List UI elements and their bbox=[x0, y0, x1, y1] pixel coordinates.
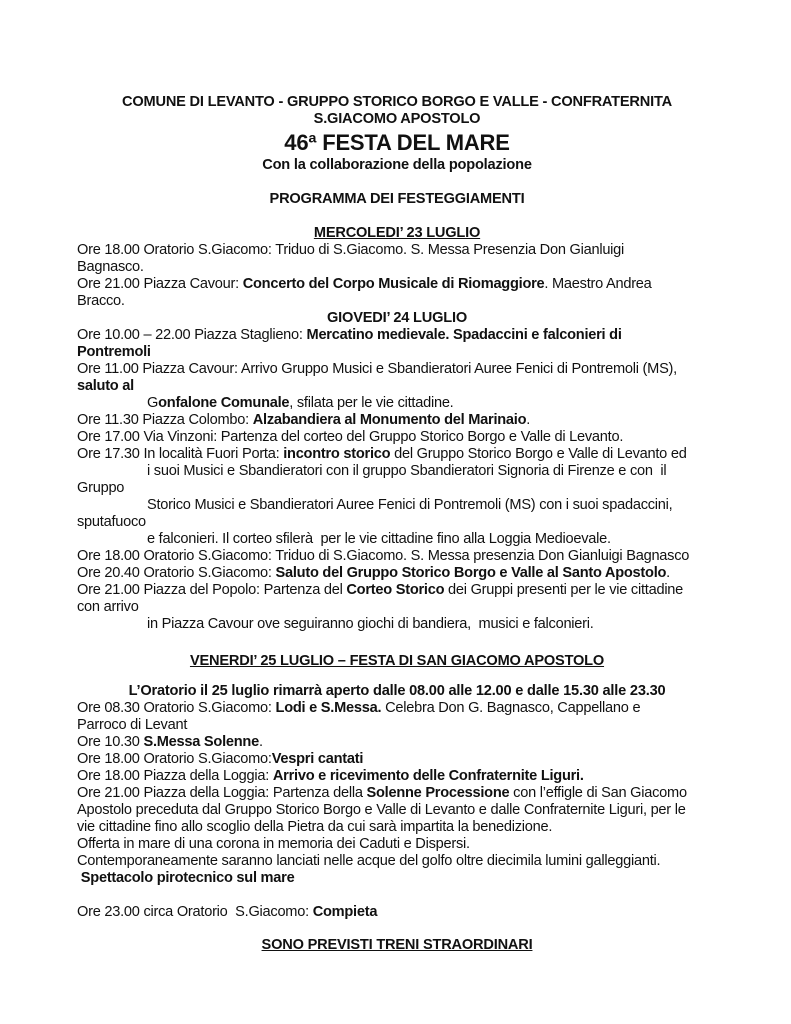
bold-text: incontro storico bbox=[283, 446, 391, 462]
program-line bbox=[77, 751, 717, 768]
bold-text: onfalone Comunale bbox=[158, 395, 290, 411]
program-line bbox=[77, 531, 717, 548]
program-line bbox=[77, 616, 717, 633]
bold-text: Concerto del Corpo Musicale di Riomaggiore bbox=[242, 276, 545, 292]
bold-text: Arrivo e ricevimento delle Confraternite Liguri. bbox=[272, 768, 584, 784]
program-line bbox=[77, 361, 717, 378]
text: vie cittadine fino allo scoglio della Pietra da cui sarà impartita la benedizione. bbox=[77, 819, 553, 835]
program-line bbox=[77, 293, 717, 310]
program-line bbox=[77, 565, 717, 582]
text: . Maestro Andrea bbox=[544, 276, 652, 292]
bold-text: Lodi e S.Messa. bbox=[275, 700, 382, 716]
text: G bbox=[147, 395, 159, 411]
bold-text: Vespri cantati bbox=[271, 751, 364, 767]
text: i suoi Musici e Sbandieratori con il gruppo Sbandieratori Signoria di Firenze e con il bbox=[147, 463, 667, 479]
program-line bbox=[77, 242, 717, 259]
text: in Piazza Cavour ove seguiranno giochi di bandiera, musici e falconieri. bbox=[147, 616, 594, 632]
section-heading: VENERDI’ 25 LUGLIO – FESTA DI SAN GIACOMO APOSTOLO bbox=[189, 653, 605, 669]
subtitle: Con la collaborazione della popolazione bbox=[262, 157, 532, 173]
program-line bbox=[77, 582, 717, 599]
text: Storico Musici e Sbandieratori Auree Fenici di Pontremoli (MS) con i suoi spadaccini, bbox=[147, 497, 673, 513]
program-line bbox=[77, 344, 717, 361]
text: Ore 18.00 Oratorio S.Giacomo: Triduo di S.Giacomo. S. Messa presenzia Don Gianluigi Bagnasco bbox=[77, 548, 690, 564]
bold-text: Alzabandiera al Monumento del Marinaio bbox=[252, 412, 527, 428]
text: Contemporaneamente saranno lanciati nelle acque del golfo oltre diecimila lumini galleggianti. bbox=[77, 853, 661, 869]
program-line bbox=[77, 819, 717, 836]
text: Ore 23.00 circa Oratorio S.Giacomo: bbox=[77, 904, 313, 920]
header-organizers: COMUNE DI LEVANTO - GRUPPO STORICO BORGO E VALLE - CONFRATERNITA bbox=[122, 94, 672, 110]
text: Ore 08.30 Oratorio S.Giacomo: bbox=[77, 700, 276, 716]
text: Ore 18.00 Piazza della Loggia: bbox=[77, 768, 273, 784]
header-confraternity: S.GIACOMO APOSTOLO bbox=[313, 111, 481, 127]
section-heading: MERCOLEDI’ 23 LUGLIO bbox=[313, 225, 481, 241]
program-line bbox=[77, 548, 717, 565]
program-line bbox=[77, 429, 717, 446]
text: Parroco di Levant bbox=[77, 717, 188, 733]
program-line bbox=[77, 276, 717, 293]
document-page bbox=[77, 94, 717, 954]
program-line bbox=[77, 734, 717, 751]
section-heading: SONO PREVISTI TRENI STRAORDINARI bbox=[261, 937, 533, 953]
text: Ore 17.30 In località Fuori Porta: bbox=[77, 446, 284, 462]
section-heading: L’Oratorio il 25 luglio rimarrà aperto dalle 08.00 alle 12.00 e dalle 15.30 alle 23.30 bbox=[128, 683, 666, 699]
program-line bbox=[77, 412, 717, 429]
text: Ore 21.00 Piazza Cavour: bbox=[77, 276, 243, 292]
text: Ore 10.30 bbox=[77, 734, 144, 750]
text: Ore 17.00 Via Vinzoni: Partenza del corteo del Gruppo Storico Borgo e Valle di Levanto. bbox=[77, 429, 624, 445]
text: Bracco. bbox=[77, 293, 125, 309]
program-line bbox=[77, 836, 717, 853]
program-line bbox=[77, 327, 717, 344]
text: Ore 11.00 Piazza Cavour: Arrivo Gruppo Musici e Sbandieratori Auree Fenici di Pontremoli (MS), bbox=[77, 361, 677, 377]
program-heading: PROGRAMMA DEI FESTEGGIAMENTI bbox=[269, 191, 525, 207]
program-line bbox=[77, 904, 717, 921]
program-line bbox=[77, 700, 717, 717]
bold-text: Mercatino medievale. Spadaccini e falconieri di bbox=[306, 327, 622, 343]
bold-text: S.Messa Solenne bbox=[143, 734, 259, 750]
program-line bbox=[77, 463, 717, 480]
program-line bbox=[77, 514, 717, 531]
program-line bbox=[77, 480, 717, 497]
text: con l’effigle di San Giacomo bbox=[509, 785, 687, 801]
program-line bbox=[77, 768, 717, 785]
text: Ore 18.00 Oratorio S.Giacomo: bbox=[77, 751, 272, 767]
text: Offerta in mare di una corona in memoria dei Caduti e Dispersi. bbox=[77, 836, 470, 852]
text: Ore 20.40 Oratorio S.Giacomo: bbox=[77, 565, 276, 581]
program-line bbox=[77, 446, 717, 463]
text: sputafuoco bbox=[77, 514, 146, 530]
bold-text: saluto al bbox=[77, 378, 134, 394]
text: e falconieri. Il corteo sfilerà per le vie cittadine fino alla Loggia Medioevale. bbox=[147, 531, 611, 547]
bold-text: Saluto del Gruppo Storico Borgo e Valle al Santo Apostolo bbox=[275, 565, 667, 581]
page-title: 46ª FESTA DEL MARE bbox=[284, 130, 510, 155]
program-line bbox=[77, 717, 717, 734]
program-line bbox=[77, 802, 717, 819]
program-line bbox=[77, 599, 717, 616]
program-line bbox=[77, 785, 717, 802]
text: Ore 21.00 Piazza del Popolo: Partenza del bbox=[77, 582, 347, 598]
text: Ore 10.00 – 22.00 Piazza Staglieno: bbox=[77, 327, 307, 343]
text: . bbox=[666, 565, 670, 581]
text: Apostolo preceduta dal Gruppo Storico Borgo e Valle di Levanto e dalle Confraternite Liguri, per le bbox=[77, 802, 686, 818]
program-line bbox=[77, 259, 717, 276]
program-body bbox=[77, 225, 717, 954]
text: Ore 11.30 Piazza Colombo: bbox=[77, 412, 253, 428]
text: dei Gruppi presenti per le vie cittadine bbox=[444, 582, 684, 598]
text: , sfilata per le vie cittadine. bbox=[289, 395, 454, 411]
text: del Gruppo Storico Borgo e Valle di Levanto ed bbox=[390, 446, 687, 462]
bold-text: Compieta bbox=[312, 904, 378, 920]
bold-text: Solenne Processione bbox=[366, 785, 510, 801]
text: Ore 21.00 Piazza della Loggia: Partenza della bbox=[77, 785, 367, 801]
program-line bbox=[77, 497, 717, 514]
text: . bbox=[526, 412, 531, 428]
program-line bbox=[77, 395, 717, 412]
bold-text: Corteo Storico bbox=[346, 582, 445, 598]
text: Bagnasco. bbox=[77, 259, 144, 275]
text: Gruppo bbox=[77, 480, 125, 496]
text: con arrivo bbox=[77, 599, 139, 615]
program-line bbox=[77, 870, 717, 887]
program-line bbox=[77, 378, 717, 395]
text: Ore 18.00 Oratorio S.Giacomo: Triduo di S.Giacomo. S. Messa Presenzia Don Gianluigi bbox=[77, 242, 625, 258]
bold-text: Spettacolo pirotecnico sul mare bbox=[77, 870, 295, 886]
text: Celebra Don G. Bagnasco, Cappellano e bbox=[381, 700, 641, 716]
bold-text: Pontremoli bbox=[77, 344, 151, 360]
text: . bbox=[258, 734, 263, 750]
program-line bbox=[77, 853, 717, 870]
section-heading: GIOVEDI’ 24 LUGLIO bbox=[327, 310, 467, 326]
